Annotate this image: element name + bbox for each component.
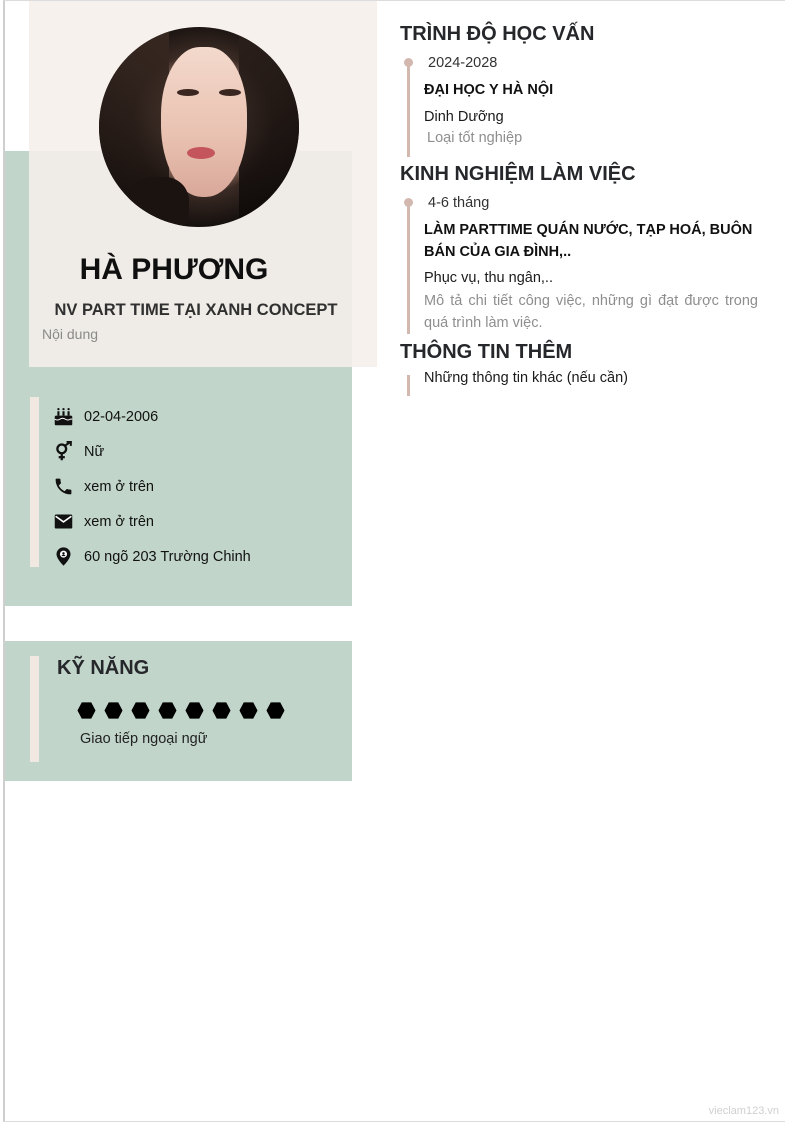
phone-value: xem ở trên [84,478,154,495]
skill-level-hexagon [77,701,96,720]
experience-heading: KINH NGHIỆM LÀM VIỆC [400,163,636,185]
skill-level-hexagon [158,701,177,720]
location-pin-icon [53,546,74,567]
experience-timeline-line [407,204,410,334]
skill-level-hexagon [131,701,150,720]
education-period: 2024-2028 [428,55,498,71]
experience-role: Phục vụ, thu ngân,.. [424,270,553,286]
contact-address [53,539,251,574]
address-value: 60 ngõ 203 Trường Chinh [84,548,251,565]
phone-icon [53,476,74,497]
skill-level-hexagon [239,701,258,720]
candidate-name: HÀ PHƯƠNG [79,253,269,286]
additional-timeline-line [407,375,410,396]
experience-description: Mô tả chi tiết công việc, những gì đạt được trong quá trình làm việc. [424,293,758,331]
gender-icon [53,441,74,462]
birthday-cake-icon [53,406,74,427]
profile-summary: Nội dung [42,326,99,342]
contact-accent-bar [30,397,39,567]
gender-value: Nữ [84,443,105,460]
skills-heading: KỸ NĂNG [57,657,150,679]
job-title: NV PART TIME TẠI XANH CONCEPT [54,301,338,319]
skills-accent-bar [30,656,39,762]
contact-gender [53,434,251,469]
avatar [99,27,299,227]
education-grade: Loại tốt nghiệp [427,130,523,146]
additional-text: Những thông tin khác (nếu cần) [424,370,628,386]
contact-birthday [53,399,251,434]
skill-rating [77,701,293,720]
email-icon [53,511,74,532]
experience-period: 4-6 tháng [428,195,490,211]
education-school: ĐẠI HỌC Y HÀ NỘI [424,82,554,98]
skill-level-hexagon [266,701,285,720]
education-major: Dinh Dưỡng [424,109,504,125]
skill-level-hexagon [212,701,231,720]
additional-heading: THÔNG TIN THÊM [400,341,573,363]
watermark: vieclam123.vn [708,1105,779,1117]
experience-position: LÀM PARTTIME QUÁN NƯỚC, TẠP HOÁ, BUÔN BÁN CỦA GIA ĐÌNH,.. [424,222,753,260]
education-heading: TRÌNH ĐỘ HỌC VẤN [400,23,595,45]
skill-name: Giao tiếp ngoại ngữ [80,731,208,747]
education-timeline-line [407,64,410,157]
birthday-value: 02-04-2006 [84,408,159,425]
contact-list [53,399,251,574]
skill-level-hexagon [104,701,123,720]
contact-email [53,504,251,539]
skill-level-hexagon [185,701,204,720]
email-value: xem ở trên [84,513,154,530]
contact-phone [53,469,251,504]
